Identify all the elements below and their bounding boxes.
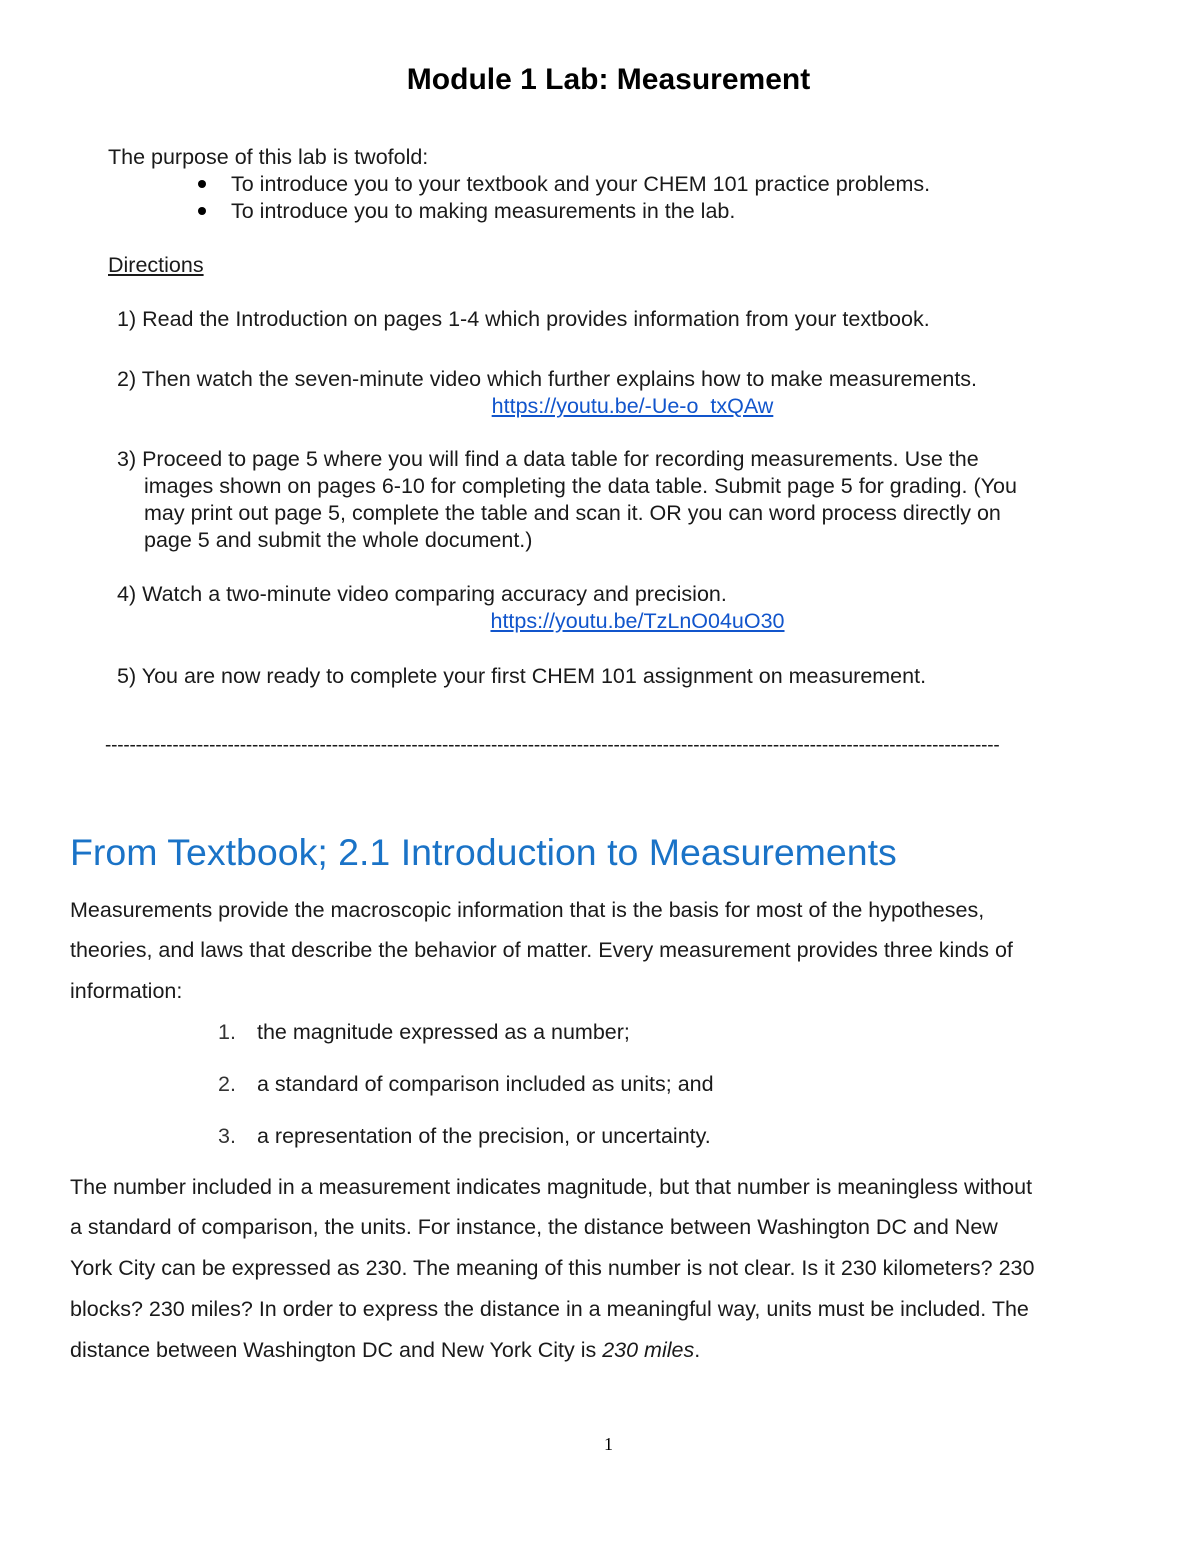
para2-last-prefix: distance between Washington DC and New York City is (70, 1338, 603, 1362)
purpose-intro: The purpose of this lab is twofold: (108, 145, 429, 169)
step-4: 4) Watch a two-minute video comparing accuracy and precision. (117, 582, 727, 606)
dashed-divider: -------------------------------------------------------------------------------------------------------------------------------------------------- (105, 735, 1000, 756)
page-title: Module 1 Lab: Measurement (406, 63, 811, 96)
step-3-line-4: page 5 and submit the whole document.) (144, 528, 533, 552)
list-item: the magnitude expressed as a number; (257, 1020, 630, 1044)
step-3-line-1: 3) Proceed to page 5 where you will find a data table for recording measurements. Use the (117, 447, 979, 471)
para1-line-2: theories, and laws that describe the behavior of matter. Every measurement provides three kinds of (70, 938, 1013, 962)
page-number: 1 (604, 1434, 613, 1454)
list-item: a standard of comparison included as units; and (257, 1072, 714, 1096)
para2-line-4: blocks? 230 miles? In order to express the distance in a meaningful way, units must be included. The (70, 1297, 1029, 1321)
purpose-bullet-1: To introduce you to your textbook and your CHEM 101 practice problems. (231, 172, 931, 196)
step-2: 2) Then watch the seven-minute video which further explains how to make measurements. (117, 367, 978, 391)
list-number: 2. (218, 1072, 236, 1096)
para2-line-3: York City can be expressed as 230. The meaning of this number is not clear. Is it 230 kilometers? 230 (70, 1256, 1035, 1280)
para2-last-suffix: . (694, 1338, 701, 1362)
list-number: 1. (218, 1020, 236, 1044)
para2-emphasis: 230 miles (602, 1338, 695, 1362)
list-item: a representation of the precision, or uncertainty. (257, 1124, 711, 1148)
bullet-icon (198, 207, 206, 215)
video-link-accuracy-precision[interactable]: https://youtu.be/TzLnO04uO30 (490, 609, 785, 633)
step-5: 5) You are now ready to complete your first CHEM 101 assignment on measurement. (117, 664, 927, 688)
step-3-line-2: images shown on pages 6-10 for completing the data table. Submit page 5 for grading. (You (144, 474, 1017, 498)
directions-label: Directions (108, 253, 204, 277)
para1-line-3: information: (70, 979, 183, 1003)
list-number: 3. (218, 1124, 236, 1148)
step-1: 1) Read the Introduction on pages 1-4 which provides information from your textbook. (117, 307, 930, 331)
section-heading: From Textbook; 2.1 Introduction to Measurements (70, 831, 897, 873)
para2-line-1: The number included in a measurement indicates magnitude, but that number is meaningless without (70, 1175, 1033, 1199)
bullet-icon (198, 180, 206, 188)
para2-line-2: a standard of comparison, the units. For instance, the distance between Washington DC and New (70, 1215, 998, 1239)
para1-line-1: Measurements provide the macroscopic information that is the basis for most of the hypotheses, (70, 898, 985, 922)
video-link-measurements[interactable]: https://youtu.be/-Ue-o_txQAw (491, 394, 774, 418)
para2-line-5 (70, 1330, 700, 1371)
step-3-line-3: may print out page 5, complete the table and scan it. OR you can word process directly on (144, 501, 1001, 525)
purpose-bullet-2: To introduce you to making measurements in the lab. (231, 199, 736, 223)
